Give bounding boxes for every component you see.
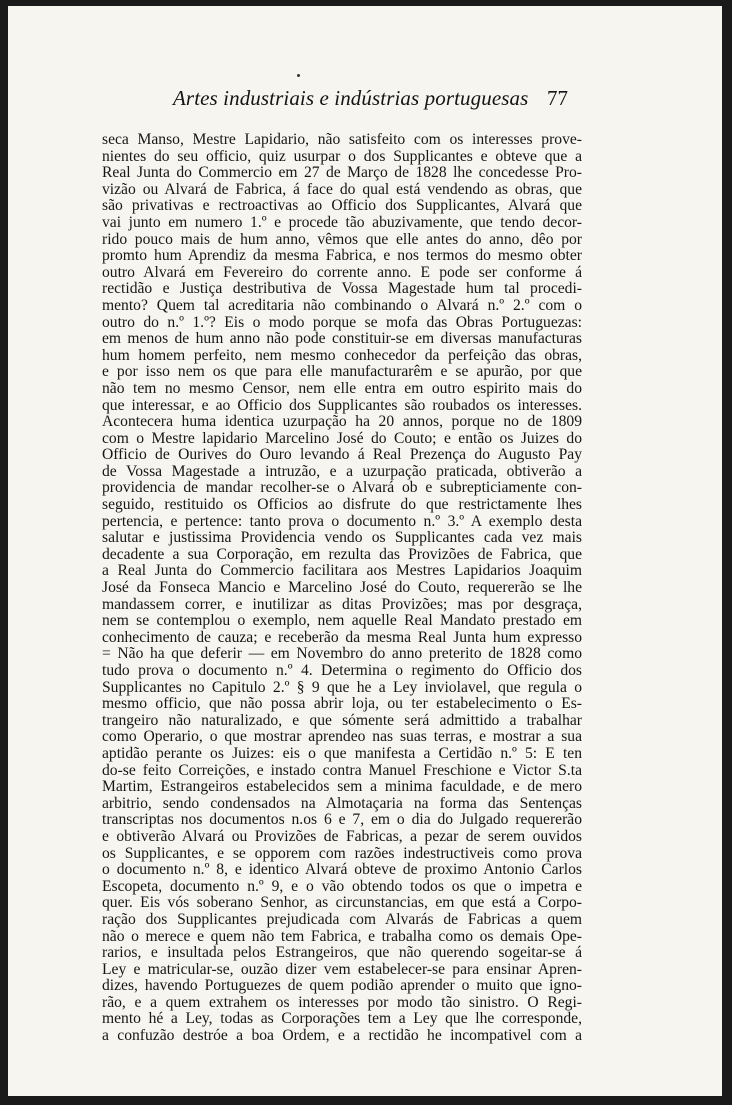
text-line: mento? Quem tal acreditaria não combinando o Alvará n.º 2.º com o	[102, 296, 582, 314]
text-line: decadente a sua Corporação, em rezulta das Provizões de Fabrica, que	[102, 545, 582, 563]
text-line: Acontecera huma identica uzurpação ha 20 annos, porque no de 1809	[102, 413, 582, 431]
text-line: são privativas e rectroactivas ao Officio dos Supplicantes, Alvará que	[102, 197, 582, 215]
text-line: rido pouco mais de hum anno, vêmos que elle antes do anno, dêo por	[102, 230, 582, 248]
text-line: José da Fonseca Mancio e Marcelino José do Couto, requererão se lhe	[102, 579, 582, 597]
body-text	[102, 132, 582, 1045]
text-line: em menos de hum anno não pode constituir-se em diversas manufacturas	[102, 330, 582, 348]
ink-speck	[297, 74, 300, 77]
text-line: de Vossa Magestade a intruzão, e a uzurpação praticada, obtiverão a	[102, 462, 582, 480]
text-line: providencia de mandar recolher-se o Alvará ob e subrepticiamente con-	[102, 479, 582, 497]
text-line: o documento n.º 8, e identico Alvará obteve de proximo Antonio Carlos	[102, 861, 582, 879]
text-line: Real Junta do Commercio em 27 de Março de 1828 lhe concedesse Pro-	[102, 164, 582, 182]
text-line: dizes, havendo Portuguezes de quem podião aprender o muito que igno-	[102, 977, 582, 995]
text-line: e obtiverão Alvará ou Provizões de Fabricas, a pezar de serem ouvidos	[102, 827, 582, 845]
text-line: outro do n.º 1.º? Eis o modo porque se mofa das Obras Portuguezas:	[102, 313, 582, 331]
text-line: Supplicantes no Capitulo 2.º § 9 que he a Ley inviolavel, que regula o	[102, 678, 582, 696]
book-page	[8, 6, 722, 1096]
text-line: aptidão perante os Juizes: eis o que manifesta a Certidão n.º 5: E ten	[102, 744, 582, 762]
text-line: arbitrio, sendo condensados na Almotaçaria na forma das Sentenças	[102, 794, 582, 812]
text-line: trangeiro não naturalizado, e que sómente será admittido a trabalhar	[102, 711, 582, 729]
text-line: = Não ha que deferir — em Novembro do anno preterito de 1828 como	[102, 645, 582, 663]
text-line: mesmo officio, que não possa abrir loja, ou ter estabelecimento o Es-	[102, 695, 582, 713]
text-line: outro Alvará em Fevereiro do corrente anno. E pode ser conforme á	[102, 263, 582, 281]
text-line: mandassem correr, e inutilizar as ditas Provizões; mas por desgraça,	[102, 595, 582, 613]
text-line: do-se feito Correições, e instado contra Manuel Freschione e Victor S.ta	[102, 761, 582, 779]
text-line: promto hum Aprendiz da mesma Fabrica, e nos termos do mesmo obter	[102, 247, 582, 265]
text-line: rectidão e Justiça destributiva de Vossa Magestade hum tal procedi-	[102, 280, 582, 298]
text-line: que interessar, e ao Officio dos Supplicantes são roubados os interesses.	[102, 396, 582, 414]
text-line: seguido, restituido os Officios ao disfrute do que restrictamente lhes	[102, 496, 582, 514]
text-line: pertencia, e pertence: tanto prova o documento n.º 3.º A exemplo desta	[102, 512, 582, 530]
text-line: Officio de Ourives do Ouro levando á Real Prezença do Augusto Pay	[102, 446, 582, 464]
text-line: conhecimento de cauza; e receberão da mesma Real Junta hum expresso	[102, 628, 582, 646]
text-line: Escopeta, documento n.º 9, e o vão obtendo todos os que o impetra e	[102, 877, 582, 895]
text-line: rarios, e insultada pelos Estrangeiros, que não querendo sogeitar-se á	[102, 944, 582, 962]
text-line: os Supplicantes, e se opporem com razões indestructiveis como prova	[102, 844, 582, 862]
text-line: quer. Eis vós soberano Senhor, as circunstancias, em que está a Corpo-	[102, 894, 582, 912]
text-line: não tem no mesmo Censor, nem elle entra em outro espirito mais do	[102, 379, 582, 397]
running-title: Artes industriais e indústrias portuguesas	[173, 86, 529, 110]
text-line: mento hé a Ley, todas as Corporações tem a Ley que lhe corresponde,	[102, 1010, 582, 1028]
text-line: transcriptas nos documentos n.os 6 e 7, em o dia do Julgado requererão	[102, 811, 582, 829]
text-line: não o merece e quem não tem Fabrica, e trabalha como os demais Ope-	[102, 927, 582, 945]
text-line: como Operario, o que mostrar aprendeo nas suas terras, e mostrar a sua	[102, 728, 582, 746]
text-line: salutar e justissima Providencia vendo os Supplicantes cada vez mais	[102, 529, 582, 547]
text-line: nem se contemplou o exemplo, nem aquelle Real Mandato prestado em	[102, 612, 582, 630]
text-line: rão, e a quem extrahem os interesses por modo tão sinistro. O Regi-	[102, 993, 582, 1011]
text-line: ração dos Supplicantes prejudicada com Alvarás de Fabricas a quem	[102, 910, 582, 928]
text-line: a confuzão destróe a boa Ordem, e a rectidão he incompativel com a	[102, 1027, 582, 1045]
text-line: vizão ou Alvará de Fabrica, á face do qual está vendendo as obras, que	[102, 180, 582, 198]
text-line: tudo prova o documento n.º 4. Determina o regimento do Officio dos	[102, 662, 582, 679]
text-line: com o Mestre lapidario Marcelino José do Couto; e então os Juizes do	[102, 429, 582, 447]
text-line: a Real Junta do Commercio facilitara aos Mestres Lapidarios Joaquim	[102, 562, 582, 580]
text-line: vai junto em numero 1.º e procede tão abuzivamente, que tendo decor-	[102, 213, 582, 231]
text-line: Martim, Estrangeiros estabelecidos sem a minima faculdade, e de mero	[102, 778, 582, 796]
text-line: Ley e matricular-se, ouzão dizer vem estabelecer-se para ensinar Apren-	[102, 960, 582, 978]
page-header	[8, 86, 722, 122]
text-line: hum homem perfeito, nem mesmo conhecedor da perfeição das obras,	[102, 346, 582, 364]
text-line: e por isso nem os que para elle manufacturarêm e se apurão, por que	[102, 363, 582, 381]
page-number: 77	[547, 86, 568, 110]
text-line: seca Manso, Mestre Lapidario, não satisfeito com os interesses prove-	[102, 131, 582, 148]
text-line: nientes do seu officio, quiz usurpar o dos Supplicantes e obteve que a	[102, 147, 582, 165]
